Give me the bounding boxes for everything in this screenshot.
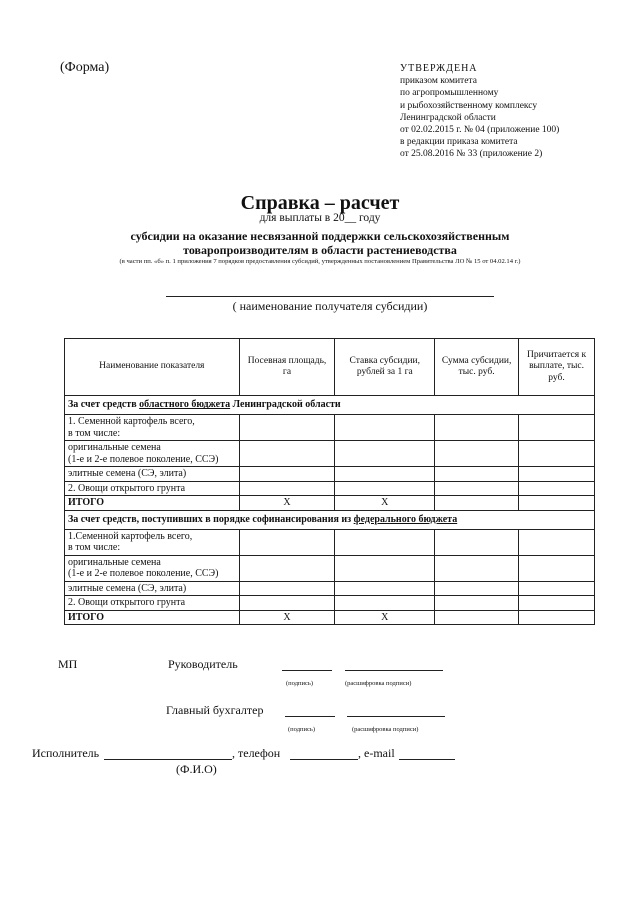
payable-cell[interactable] bbox=[519, 596, 595, 611]
payable-cell[interactable] bbox=[519, 481, 595, 496]
subsidy-purpose-line2: товаропроизводителям в области растениеводства bbox=[183, 243, 457, 257]
legal-basis-note: (в части пп. «б» п. 1 приложения 7 порядков предоставления субсидий, утвержденных постановлением Правительства ЛО № 15 от 04.02.14 г.) bbox=[119, 258, 521, 265]
x-mark: Х bbox=[239, 496, 335, 511]
approval-line: Ленинградской области bbox=[400, 112, 496, 123]
table-row bbox=[65, 467, 595, 482]
approval-line: в редакции приказа комитета bbox=[400, 137, 518, 148]
rate-cell[interactable] bbox=[335, 596, 435, 611]
table-row bbox=[65, 596, 595, 611]
email-field[interactable] bbox=[399, 759, 455, 760]
row-label: 2. Овощи открытого грунта bbox=[65, 481, 240, 496]
recipient-caption: ( наименование получателя субсидии) bbox=[232, 299, 428, 313]
x-mark: Х bbox=[335, 610, 435, 625]
row-label: элитные семена (СЭ, элита) bbox=[65, 581, 240, 596]
recipient-name-field[interactable] bbox=[166, 296, 494, 297]
amount-cell[interactable] bbox=[435, 581, 519, 596]
head-name-field[interactable] bbox=[345, 670, 443, 671]
rate-cell[interactable] bbox=[335, 415, 435, 441]
section-regional-budget: За счет средств областного бюджета Ленинградской области bbox=[65, 396, 595, 415]
amount-cell[interactable] bbox=[435, 529, 519, 555]
approval-line: и рыбохозяйственному комплексу bbox=[400, 100, 538, 111]
rate-cell[interactable] bbox=[335, 481, 435, 496]
phone-field[interactable] bbox=[290, 759, 358, 760]
area-cell[interactable] bbox=[239, 415, 335, 441]
payable-cell[interactable] bbox=[519, 496, 595, 511]
decode-hint: (расшифровка подписи) bbox=[352, 726, 419, 733]
row-label: 2. Овощи открытого грунта bbox=[65, 596, 240, 611]
row-label: 1.Семенной картофель всего, в том числе: bbox=[65, 529, 240, 555]
decode-hint: (расшифровка подписи) bbox=[345, 680, 412, 687]
table-row bbox=[65, 415, 595, 441]
amount-cell[interactable] bbox=[435, 496, 519, 511]
approval-line: по агропромышленному bbox=[400, 88, 499, 99]
payable-cell[interactable] bbox=[519, 467, 595, 482]
total-row bbox=[65, 610, 595, 625]
email-label: , e-mail bbox=[358, 746, 395, 760]
header-area: Посевная площадь, га bbox=[239, 339, 335, 396]
sign-hint: (подпись) bbox=[286, 680, 313, 687]
row-label: 1. Семенной картофель всего, в том числе: bbox=[65, 415, 240, 441]
executor-label: Исполнитель bbox=[32, 746, 100, 760]
rate-cell[interactable] bbox=[335, 581, 435, 596]
amount-cell[interactable] bbox=[435, 610, 519, 625]
payable-cell[interactable] bbox=[519, 555, 595, 581]
x-mark: Х bbox=[335, 496, 435, 511]
row-label: элитные семена (СЭ, элита) bbox=[65, 467, 240, 482]
area-cell[interactable] bbox=[239, 441, 335, 467]
subsidy-purpose-line1: субсидии на оказание несвязанной поддержки сельскохозяйственным bbox=[130, 229, 510, 243]
rate-cell[interactable] bbox=[335, 441, 435, 467]
row-label: оригинальные семена (1-е и 2-е полевое поколение, ССЭ) bbox=[65, 555, 240, 581]
executor-name-field[interactable] bbox=[104, 759, 232, 760]
total-label: ИТОГО bbox=[65, 610, 240, 625]
rate-cell[interactable] bbox=[335, 467, 435, 482]
accountant-label: Главный бухгалтер bbox=[166, 703, 264, 717]
amount-cell[interactable] bbox=[435, 441, 519, 467]
document-subtitle: для выплаты в 20__ году bbox=[259, 212, 381, 224]
payable-cell[interactable] bbox=[519, 415, 595, 441]
subsidy-table bbox=[64, 338, 595, 625]
amount-cell[interactable] bbox=[435, 596, 519, 611]
document-title: Справка – расчет bbox=[240, 192, 400, 214]
header-amount: Сумма субсидии, тыс. руб. bbox=[435, 339, 519, 396]
section-row-federal bbox=[65, 510, 595, 529]
table-row bbox=[65, 581, 595, 596]
payable-cell[interactable] bbox=[519, 529, 595, 555]
accountant-signature-field[interactable] bbox=[285, 716, 335, 717]
payable-cell[interactable] bbox=[519, 581, 595, 596]
approval-line: приказом комитета bbox=[400, 76, 477, 87]
table-row bbox=[65, 441, 595, 467]
total-label: ИТОГО bbox=[65, 496, 240, 511]
phone-label: , телефон bbox=[232, 746, 281, 760]
area-cell[interactable] bbox=[239, 581, 335, 596]
amount-cell[interactable] bbox=[435, 481, 519, 496]
section-federal-budget: За счет средств, поступивших в порядке софинансирования из федерального бюджета bbox=[65, 510, 595, 529]
amount-cell[interactable] bbox=[435, 467, 519, 482]
rate-cell[interactable] bbox=[335, 555, 435, 581]
header-indicator: Наименование показателя bbox=[65, 339, 240, 396]
header-rate: Ставка субсидии, рублей за 1 га bbox=[335, 339, 435, 396]
amount-cell[interactable] bbox=[435, 555, 519, 581]
fio-hint: (Ф.И.О) bbox=[176, 762, 217, 776]
area-cell[interactable] bbox=[239, 555, 335, 581]
payable-cell[interactable] bbox=[519, 610, 595, 625]
row-label: оригинальные семена (1-е и 2-е полевое поколение, ССЭ) bbox=[65, 441, 240, 467]
header-payable: Причитается к выплате, тыс. руб. bbox=[519, 339, 595, 396]
approval-head: УТВЕРЖДЕНА bbox=[400, 63, 478, 74]
x-mark: Х bbox=[239, 610, 335, 625]
sign-hint: (подпись) bbox=[288, 726, 315, 733]
rate-cell[interactable] bbox=[335, 529, 435, 555]
area-cell[interactable] bbox=[239, 529, 335, 555]
area-cell[interactable] bbox=[239, 596, 335, 611]
table-row bbox=[65, 529, 595, 555]
approval-line: от 25.08.2016 № 33 (приложение 2) bbox=[400, 149, 543, 160]
head-label: Руководитель bbox=[168, 657, 238, 671]
amount-cell[interactable] bbox=[435, 415, 519, 441]
accountant-name-field[interactable] bbox=[347, 716, 445, 717]
approval-line: от 02.02.2015 г. № 04 (приложение 100) bbox=[400, 125, 560, 136]
area-cell[interactable] bbox=[239, 481, 335, 496]
approval-block bbox=[400, 63, 630, 161]
payable-cell[interactable] bbox=[519, 441, 595, 467]
area-cell[interactable] bbox=[239, 467, 335, 482]
table-row bbox=[65, 555, 595, 581]
head-signature-field[interactable] bbox=[282, 670, 332, 671]
total-row bbox=[65, 496, 595, 511]
stamp-place-label: МП bbox=[58, 657, 78, 671]
section-row-regional bbox=[65, 396, 595, 415]
table-row bbox=[65, 481, 595, 496]
table-header-row bbox=[65, 339, 595, 396]
form-label: (Форма) bbox=[60, 60, 110, 75]
